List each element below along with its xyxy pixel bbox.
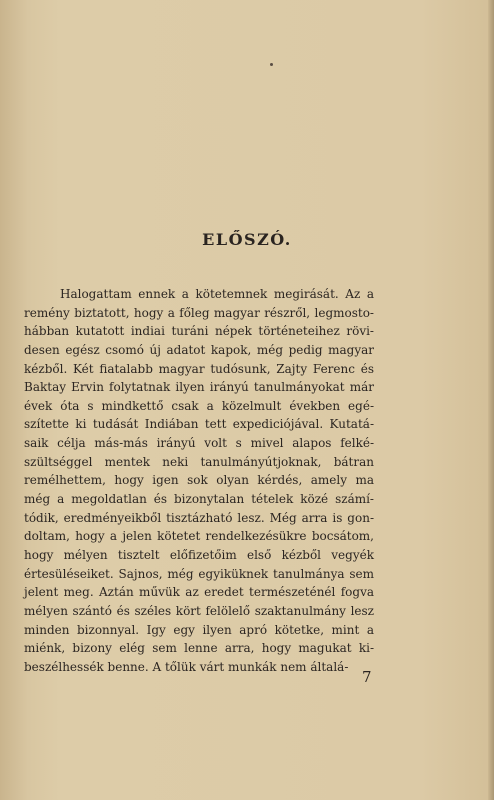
text-line: minden bizonnyal. Igy egy ilyen apró kötetke, mint a bbox=[24, 622, 374, 637]
text-line: kézből. Két fiatalabb magyar tudósunk, Zajty Ferenc és bbox=[24, 361, 374, 376]
text-line: desen egész csomó új adatot kapok, még pedig magyar bbox=[24, 342, 374, 357]
text-line: jelent meg. Aztán művük az eredet természeténél fogva bbox=[24, 585, 374, 600]
text-line: miénk, bizony elég sem lenne arra, hogy magukat ki- bbox=[24, 641, 374, 656]
text-line: szültséggel mentek neki tanulmányútjoknak, bátran bbox=[24, 454, 374, 469]
preface-paragraph bbox=[24, 285, 374, 676]
text-line: remény biztatott, hogy a főleg magyar részről, legmosto- bbox=[24, 305, 374, 320]
text-line: hábban kutatott indiai turáni népek történeteihez rövi- bbox=[24, 324, 374, 339]
text-line: saik célja más-más irányú volt s mivel alapos felké- bbox=[24, 436, 374, 451]
page-number: 7 bbox=[362, 668, 372, 686]
text-line: remélhettem, hogy igen sok olyan kérdés, amely ma bbox=[24, 473, 374, 488]
text-line: még a megoldatlan és bizonytalan tételek közé számí- bbox=[24, 492, 374, 507]
text-line: Halogattam ennek a kötetemnek megirását. Az a bbox=[60, 287, 374, 301]
text-line: doltam, hogy a jelen kötetet rendelkezésükre bocsátom, bbox=[24, 529, 374, 544]
text-line: évek óta s mindkettő csak a közelmult években egé- bbox=[24, 398, 374, 413]
ink-speck bbox=[270, 63, 273, 66]
text-line: tódik, eredményeikből tisztázható lesz. Még arra is gon- bbox=[24, 510, 374, 525]
text-line: Baktay Ervin folytatnak ilyen irányú tanulmányokat már bbox=[24, 380, 374, 395]
text-line: hogy mélyen tisztelt előfizetőim első kézből vegyék bbox=[24, 547, 374, 562]
text-line: értesüléseiket. Sajnos, még egyiküknek tanulmánya sem bbox=[24, 566, 374, 581]
text-line: mélyen szántó és széles kört felölelő szaktanulmány lesz bbox=[24, 603, 374, 618]
page-edge bbox=[488, 0, 494, 800]
page-title: ELŐSZÓ. bbox=[202, 230, 292, 249]
text-line: beszélhessék benne. A tőlük várt munkák nem általá- bbox=[24, 659, 349, 674]
text-line: szítette ki tudását Indiában tett expediciójával. Kutatá- bbox=[24, 417, 374, 432]
